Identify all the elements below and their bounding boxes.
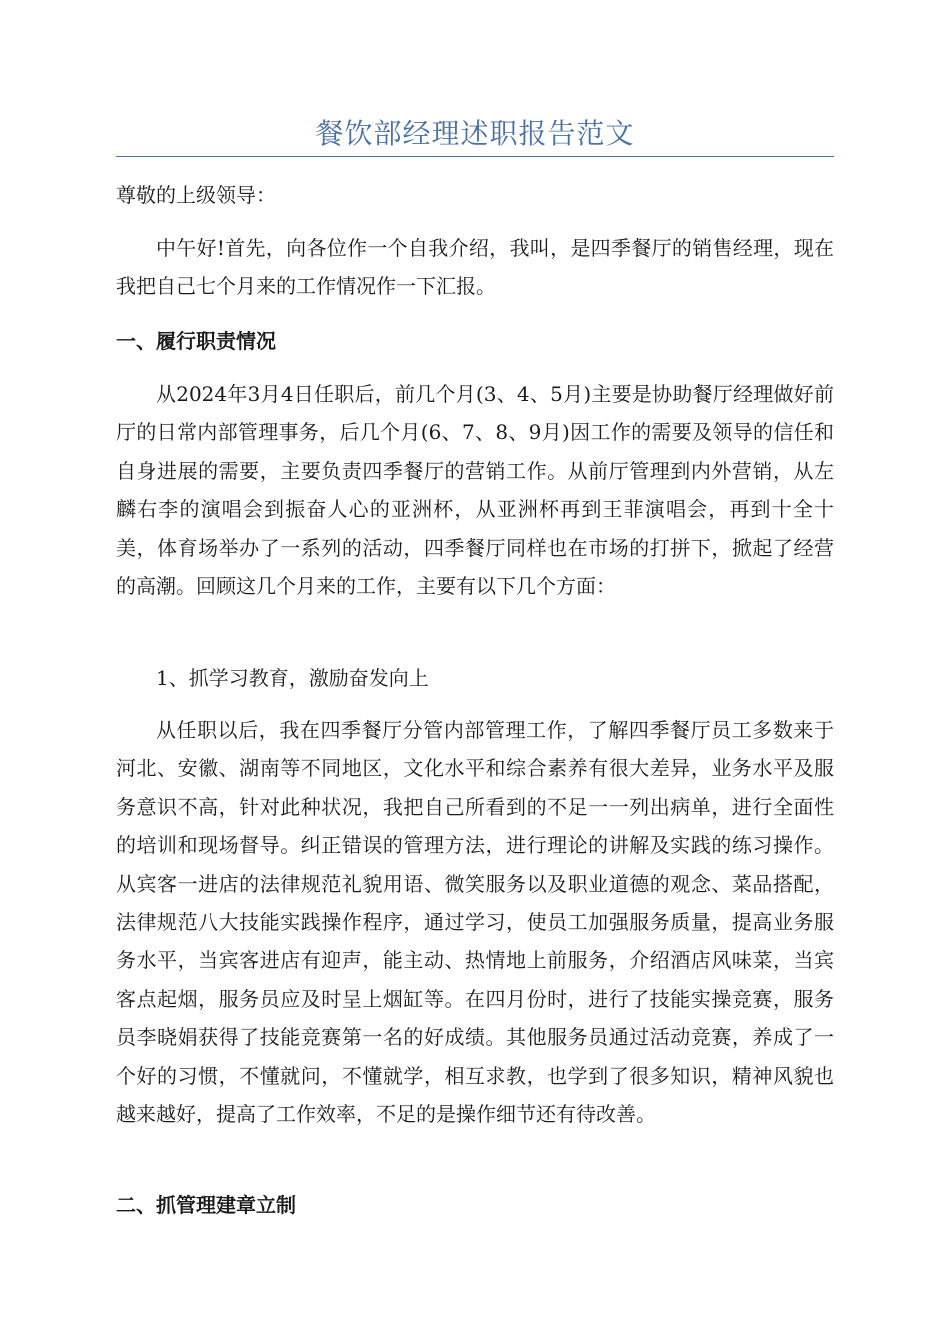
title-block — [116, 112, 834, 157]
section-heading-1: 一、履行职责情况 — [116, 329, 276, 353]
intro-paragraph: 中午好!首先，向各位作一个自我介绍，我叫，是四季餐厅的销售经理，现在我把自己七个月来的工作情况作一下汇报。 — [116, 236, 834, 299]
salutation: 尊敬的上级领导： — [116, 183, 276, 207]
document-title: 餐饮部经理述职报告范文 — [315, 117, 635, 150]
section-1-paragraph: 从2024年3月4日任职后，前几个月(3、4、5月)主要是协助餐厅经理做好前厅的日常内部管理事务，后几个月(6、7、8、9月)因工作的需要及领导的信任和自身进展的需要，主要负责四季餐厅的营销工作。从前厅管理到内外营销，从左麟右李的演唱会到振奋人心的亚洲杯，从亚洲杯再到王菲演唱会，再到十全十美，体育场举办了一系列的活动，四季餐厅同样也在市场的打拼下，掀起了经营的高潮。回顾这几个月来的工作，主要有以下几个方面： — [116, 382, 834, 599]
section-heading-2: 二、抓管理建章立制 — [116, 1193, 296, 1217]
subsection-heading-1: 1、抓学习教育，激励奋发向上 — [156, 666, 429, 690]
subsection-1-paragraph: 从任职以后，我在四季餐厅分管内部管理工作，了解四季餐厅员工多数来于河北、安徽、湖南等不同地区，文化水平和综合素养有很大差异，业务水平及服务意识不高，针对此种状况，我把自己所看到的不足一一列出病单，进行全面性的培训和现场督导。纠正错误的管理方法，进行理论的讲解及实践的练习操作。从宾客一进店的法律规范礼貌用语、微笑服务以及职业道德的观念、菜品搭配，法律规范八大技能实践操作程序，通过学习，使员工加强服务质量，提高业务服务水平，当宾客进店有迎声，能主动、热情地上前服务，介绍酒店风味菜，当宾客点起烟，服务员应及时呈上烟缸等。在四月份时，进行了技能实操竞赛，服务员李晓娟获得了技能竞赛第一名的好成绩。其他服务员通过活动竞赛，养成了一个好的习惯，不懂就问，不懂就学，相互求教，也学到了很多知识，精神风貌也越来越好，提高了工作效率，不足的是操作细节还有待改善。 — [116, 718, 834, 1127]
